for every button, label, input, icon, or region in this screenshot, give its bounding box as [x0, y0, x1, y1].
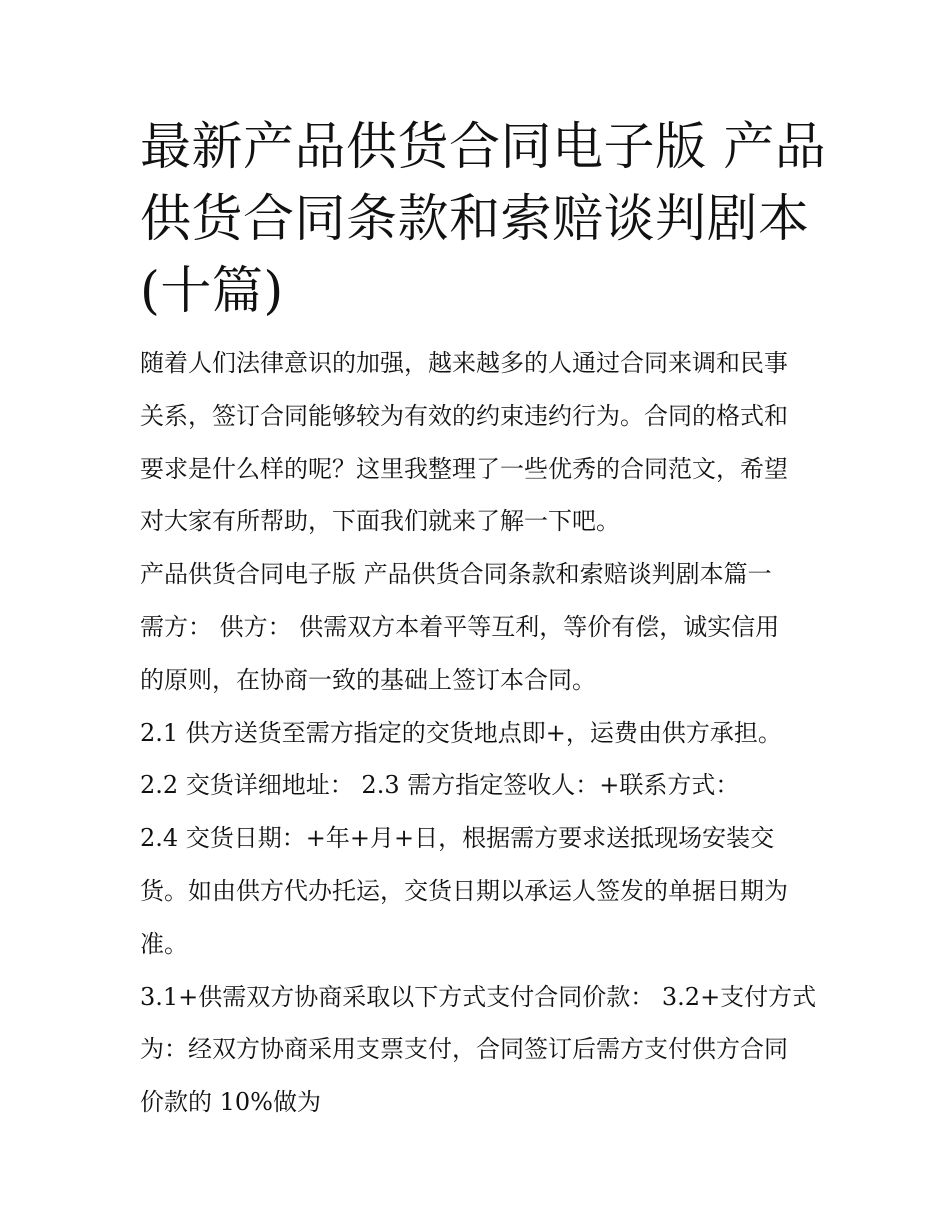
intro-line: 要求是什么样的呢？这里我整理了一些优秀的合同范文，希望 [140, 454, 788, 483]
intro-line: 对大家有所帮助，下面我们就来了解一下吧。 [140, 507, 620, 536]
clause-line: 2.2 交货详细地址： 2.3 需方指定签收人：+联系方式： [140, 771, 740, 800]
document-content [140, 112, 827, 1138]
section-heading: 产品供货合同电子版 产品供货合同条款和索赔谈判剧本篇一 [140, 560, 772, 589]
title-line: (十篇) [140, 262, 284, 321]
intro-line: 关系，签订合同能够较为有效的约束违约行为。合同的格式和 [140, 401, 788, 430]
clause-line: 2.1 供方送货至需方指定的交货地点即+，运费由供方承担。 [140, 718, 782, 747]
contract-text-line: 的原则，在协商一致的基础上签订本合同。 [140, 665, 596, 694]
title-line: 最新产品供货合同电子版 产品 [140, 118, 827, 177]
document-title [140, 112, 827, 328]
intro-line: 随着人们法律意识的加强，越来越多的人通过合同来调和民事 [140, 349, 788, 377]
title-line: 供货合同条款和索赔谈判剧本 [140, 190, 810, 249]
clause-line: 准。 [140, 929, 188, 958]
clause-line: 2.4 交货日期：+年+月+日，根据需方要求送抵现场安装交 [140, 824, 775, 853]
contract-text-line: 需方： 供方： 供需双方本着平等互利，等价有偿，诚实信用 [140, 612, 780, 641]
clause-line: 价款的 10%做为 [140, 1088, 321, 1117]
clause-line: 货。如由供方代办托运，交货日期以承运人签发的单据日期为 [140, 876, 788, 905]
document-body [140, 346, 820, 1120]
clause-line: 3.1+供需双方协商采取以下方式支付合同价款： 3.2+支付方式 [140, 982, 817, 1011]
clause-line: 为：经双方协商采用支票支付，合同签订后需方支付供方合同 [140, 1035, 788, 1064]
